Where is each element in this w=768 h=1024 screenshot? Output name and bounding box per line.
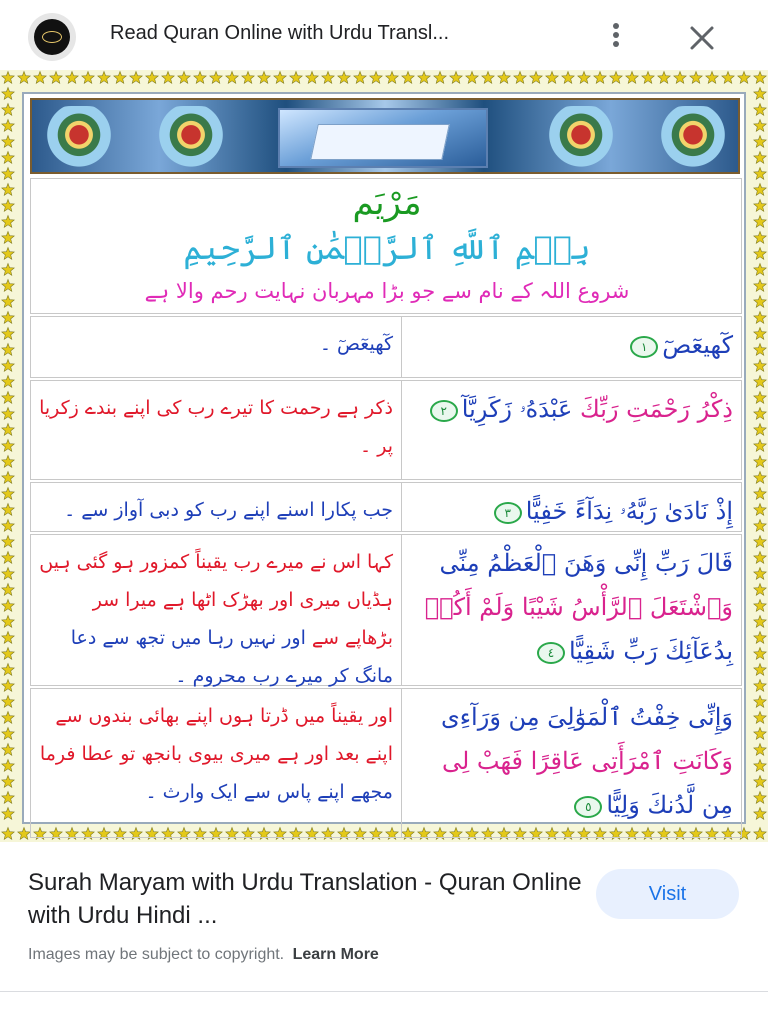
star-icon bbox=[754, 712, 766, 724]
star-icon bbox=[2, 504, 14, 516]
star-icon bbox=[34, 72, 46, 84]
star-icon bbox=[82, 72, 94, 84]
star-icon bbox=[2, 392, 14, 404]
star-icon bbox=[2, 168, 14, 180]
ayah-number-marker: ٢ bbox=[430, 400, 458, 422]
star-icon bbox=[674, 72, 686, 84]
star-icon bbox=[146, 72, 158, 84]
urdu-text: كٓهيعٓصٓ ۔ bbox=[319, 333, 393, 355]
star-icon bbox=[162, 72, 174, 84]
star-icon bbox=[2, 312, 14, 324]
star-icon bbox=[2, 104, 14, 116]
star-icon bbox=[2, 152, 14, 164]
star-icon bbox=[754, 392, 766, 404]
star-icon bbox=[2, 456, 14, 468]
star-icon bbox=[754, 120, 766, 132]
verse-row bbox=[30, 688, 742, 838]
star-icon bbox=[546, 72, 558, 84]
star-icon bbox=[2, 792, 14, 804]
star-icon bbox=[2, 680, 14, 692]
star-icon bbox=[18, 72, 30, 84]
star-icon bbox=[2, 632, 14, 644]
star-icon bbox=[2, 744, 14, 756]
urdu-translation bbox=[31, 689, 401, 837]
star-icon bbox=[754, 152, 766, 164]
arabic-text: وَكَانَتِ ٱمْرَأَتِى عَاقِرًا فَهَبْ لِى bbox=[441, 747, 733, 775]
star-icon bbox=[754, 552, 766, 564]
star-icon bbox=[754, 568, 766, 580]
star-icon bbox=[754, 520, 766, 532]
star-icon bbox=[690, 72, 702, 84]
star-icon bbox=[514, 72, 526, 84]
star-icon bbox=[498, 72, 510, 84]
star-icon bbox=[754, 504, 766, 516]
viewer-header bbox=[0, 0, 768, 68]
star-icon bbox=[754, 184, 766, 196]
urdu-translation bbox=[31, 381, 401, 479]
star-icon bbox=[754, 632, 766, 644]
star-icon bbox=[530, 72, 542, 84]
star-icon bbox=[114, 72, 126, 84]
star-icon bbox=[2, 648, 14, 660]
star-icon bbox=[2, 828, 14, 840]
arabic-text: كٓهيعٓصٓ bbox=[662, 331, 733, 359]
star-icon bbox=[754, 456, 766, 468]
star-icon bbox=[466, 72, 478, 84]
star-icon bbox=[2, 216, 14, 228]
ayah-number-marker: ٣ bbox=[494, 502, 522, 524]
star-icon bbox=[754, 472, 766, 484]
arabic-verse bbox=[401, 483, 743, 531]
star-icon bbox=[2, 728, 14, 740]
star-icon bbox=[274, 72, 286, 84]
star-icon bbox=[2, 616, 14, 628]
star-icon bbox=[562, 72, 574, 84]
star-icon bbox=[594, 72, 606, 84]
star-icon bbox=[754, 696, 766, 708]
star-icon bbox=[66, 72, 78, 84]
star-icon bbox=[2, 344, 14, 356]
star-icon bbox=[98, 72, 110, 84]
divider bbox=[0, 991, 768, 992]
ayah-number-marker: ٤ bbox=[537, 642, 565, 664]
star-icon bbox=[2, 376, 14, 388]
star-icon bbox=[2, 520, 14, 532]
star-icon bbox=[706, 72, 718, 84]
star-icon bbox=[434, 72, 446, 84]
urdu-text: ذکر ہے رحمت کا تیرے رب کی اپنے بندے زکریا پر ۔ bbox=[39, 397, 393, 457]
close-icon[interactable] bbox=[684, 20, 720, 56]
floral-ornament-icon bbox=[152, 106, 230, 170]
floral-ornament-icon bbox=[542, 106, 620, 170]
star-icon bbox=[754, 776, 766, 788]
star-icon bbox=[754, 488, 766, 500]
star-icon bbox=[754, 200, 766, 212]
urdu-translation bbox=[31, 535, 401, 685]
star-icon bbox=[754, 168, 766, 180]
arabic-verse bbox=[401, 317, 743, 377]
star-icon bbox=[2, 472, 14, 484]
urdu-translation bbox=[31, 483, 401, 531]
urdu-text: جب پکارا اسنے اپنے رب کو دبی آواز سے ۔ bbox=[64, 499, 393, 521]
learn-more-link[interactable]: Learn More bbox=[292, 946, 379, 963]
star-icon bbox=[402, 72, 414, 84]
star-icon bbox=[2, 248, 14, 260]
star-icon bbox=[754, 728, 766, 740]
star-icon bbox=[754, 808, 766, 820]
star-icon bbox=[754, 648, 766, 660]
star-icon bbox=[754, 408, 766, 420]
arabic-text: وَٱشْتَعَلَ ٱلرَّأْسُ شَيْبًا وَلَمْ أَكُنۢ bbox=[424, 593, 733, 621]
star-icon bbox=[450, 72, 462, 84]
page-title[interactable]: Read Quran Online with Urdu Transl... bbox=[110, 22, 450, 44]
arabic-verse bbox=[401, 535, 743, 685]
verse-row bbox=[30, 380, 742, 480]
star-icon bbox=[2, 552, 14, 564]
star-icon bbox=[610, 72, 622, 84]
star-icon bbox=[754, 232, 766, 244]
star-icon bbox=[754, 328, 766, 340]
star-icon bbox=[2, 568, 14, 580]
star-icon bbox=[338, 72, 350, 84]
site-logo-icon[interactable] bbox=[28, 13, 76, 61]
star-icon bbox=[194, 72, 206, 84]
urdu-translation bbox=[31, 317, 401, 377]
decorative-banner bbox=[30, 98, 740, 174]
star-icon bbox=[2, 120, 14, 132]
arabic-text: قَالَ رَبِّ إِنِّى وَهَنَ ٱلْعَظْمُ مِنِّى bbox=[439, 549, 733, 577]
more-vert-icon[interactable] bbox=[603, 20, 629, 50]
star-icon bbox=[50, 72, 62, 84]
star-icon bbox=[2, 712, 14, 724]
star-icon bbox=[2, 360, 14, 372]
star-icon bbox=[754, 72, 766, 84]
copyright-notice bbox=[28, 946, 379, 964]
star-icon bbox=[242, 72, 254, 84]
star-icon bbox=[2, 232, 14, 244]
star-icon bbox=[754, 616, 766, 628]
star-icon bbox=[418, 72, 430, 84]
arabic-verse bbox=[401, 689, 743, 837]
star-icon bbox=[2, 280, 14, 292]
arabic-text: مِن لَّدُنكَ وَلِيًّا bbox=[606, 791, 733, 819]
star-icon bbox=[754, 280, 766, 292]
star-icon bbox=[2, 264, 14, 276]
star-icon bbox=[2, 72, 14, 84]
star-icon bbox=[306, 72, 318, 84]
star-icon bbox=[754, 584, 766, 596]
star-icon bbox=[754, 136, 766, 148]
ayah-number-marker: ٥ bbox=[574, 796, 602, 818]
visit-button[interactable]: Visit bbox=[596, 869, 739, 919]
arabic-text: ذِكْرُ رَحْمَتِ bbox=[626, 395, 733, 423]
star-icon bbox=[18, 828, 30, 840]
star-icon bbox=[626, 72, 638, 84]
star-icon bbox=[386, 72, 398, 84]
result-title[interactable]: Surah Maryam with Urdu Translation - Quran Online with Urdu Hindi ... bbox=[28, 869, 582, 929]
star-icon bbox=[722, 72, 734, 84]
star-icon bbox=[130, 72, 142, 84]
star-icon bbox=[578, 72, 590, 84]
star-icon bbox=[2, 536, 14, 548]
arabic-text: إِذْ نَادَىٰ رَبَّهُۥ نِدَآءً خَفِيًّا bbox=[525, 497, 733, 525]
star-icon bbox=[754, 536, 766, 548]
star-icon bbox=[754, 104, 766, 116]
urdu-text: کہا اس نے میرے رب یقیناً کمزور ہو گئی ہیں ہڈیاں میری اور بھڑک اٹھا ہے میرا سر بڑھاپے سے bbox=[39, 551, 393, 649]
copyright-text: Images may be subject to copyright. bbox=[28, 946, 285, 963]
star-icon bbox=[754, 88, 766, 100]
star-icon bbox=[322, 72, 334, 84]
star-icon bbox=[2, 488, 14, 500]
ayah-number-marker: ١ bbox=[630, 336, 658, 358]
star-icon bbox=[642, 72, 654, 84]
star-icon bbox=[754, 680, 766, 692]
urdu-text: اور نہیں رہا میں تجھ سے دعا مانگ کر میرے رب محروم ۔ bbox=[70, 627, 393, 687]
star-icon bbox=[754, 216, 766, 228]
star-icon bbox=[2, 760, 14, 772]
star-icon bbox=[2, 408, 14, 420]
star-icon bbox=[2, 136, 14, 148]
star-icon bbox=[2, 424, 14, 436]
star-icon bbox=[754, 792, 766, 804]
arabic-text: وَإِنِّى خِفْتُ ٱلْمَوَٰلِىَ مِن وَرَآءِى bbox=[440, 703, 733, 731]
star-icon bbox=[2, 296, 14, 308]
star-icon bbox=[2, 696, 14, 708]
star-icon bbox=[178, 72, 190, 84]
star-icon bbox=[754, 264, 766, 276]
quran-page bbox=[22, 92, 746, 824]
star-icon bbox=[754, 828, 766, 840]
star-icon bbox=[754, 760, 766, 772]
star-icon bbox=[754, 248, 766, 260]
star-icon bbox=[2, 88, 14, 100]
bismillah: بِسۡمِ ٱللَّهِ ٱلرَّحۡمَٰنِ ٱلرَّحِيمِ bbox=[183, 229, 591, 267]
arabic-text: رَبِّكَ bbox=[572, 395, 627, 423]
star-icon bbox=[210, 72, 222, 84]
arabic-text: عَبْدَهُۥ زَكَرِيَّآ bbox=[461, 395, 573, 423]
calligraphy-mark bbox=[42, 31, 62, 43]
arabic-verse bbox=[401, 381, 743, 479]
star-icon bbox=[754, 376, 766, 388]
star-icon bbox=[2, 600, 14, 612]
star-icon bbox=[2, 184, 14, 196]
verse-row bbox=[30, 316, 742, 378]
floral-ornament-icon bbox=[654, 106, 732, 170]
star-icon bbox=[226, 72, 238, 84]
star-icon bbox=[738, 72, 750, 84]
star-icon bbox=[754, 600, 766, 612]
star-icon bbox=[370, 72, 382, 84]
verse-row bbox=[30, 534, 742, 686]
urdu-text: اور یقیناً میں ڈرتا ہوں اپنے بھائی بندوں سے اپنے بعد اور ہے میری بیوی بانجھ تو عطا فرما bbox=[39, 705, 393, 765]
verse-row bbox=[30, 482, 742, 532]
star-icon bbox=[258, 72, 270, 84]
star-icon bbox=[354, 72, 366, 84]
star-icon bbox=[754, 360, 766, 372]
open-book-icon bbox=[278, 108, 488, 168]
star-icon bbox=[2, 328, 14, 340]
floral-ornament-icon bbox=[40, 106, 118, 170]
urdu-text: مجھے اپنے پاس سے ایک وارث ۔ bbox=[145, 781, 393, 803]
star-icon bbox=[2, 584, 14, 596]
surah-header bbox=[30, 178, 742, 314]
star-icon bbox=[754, 296, 766, 308]
star-icon bbox=[2, 440, 14, 452]
arabic-text: بِدُعَآئِكَ رَبِّ شَقِيًّا bbox=[568, 637, 733, 665]
star-icon bbox=[2, 664, 14, 676]
star-icon bbox=[2, 776, 14, 788]
opening-translation: شروع اللہ کے نام سے جو بڑا مہربان نہایت رحم والا ہے bbox=[144, 279, 630, 303]
star-icon bbox=[2, 808, 14, 820]
star-icon bbox=[658, 72, 670, 84]
star-icon bbox=[754, 344, 766, 356]
site-logo-inner bbox=[34, 19, 70, 55]
star-icon bbox=[754, 440, 766, 452]
star-icon bbox=[754, 312, 766, 324]
star-icon bbox=[290, 72, 302, 84]
star-icon bbox=[754, 664, 766, 676]
image-preview[interactable] bbox=[0, 70, 768, 842]
star-icon bbox=[482, 72, 494, 84]
surah-name: مَرْيَم bbox=[352, 183, 422, 223]
star-icon bbox=[754, 424, 766, 436]
star-icon bbox=[2, 200, 14, 212]
star-icon bbox=[754, 744, 766, 756]
